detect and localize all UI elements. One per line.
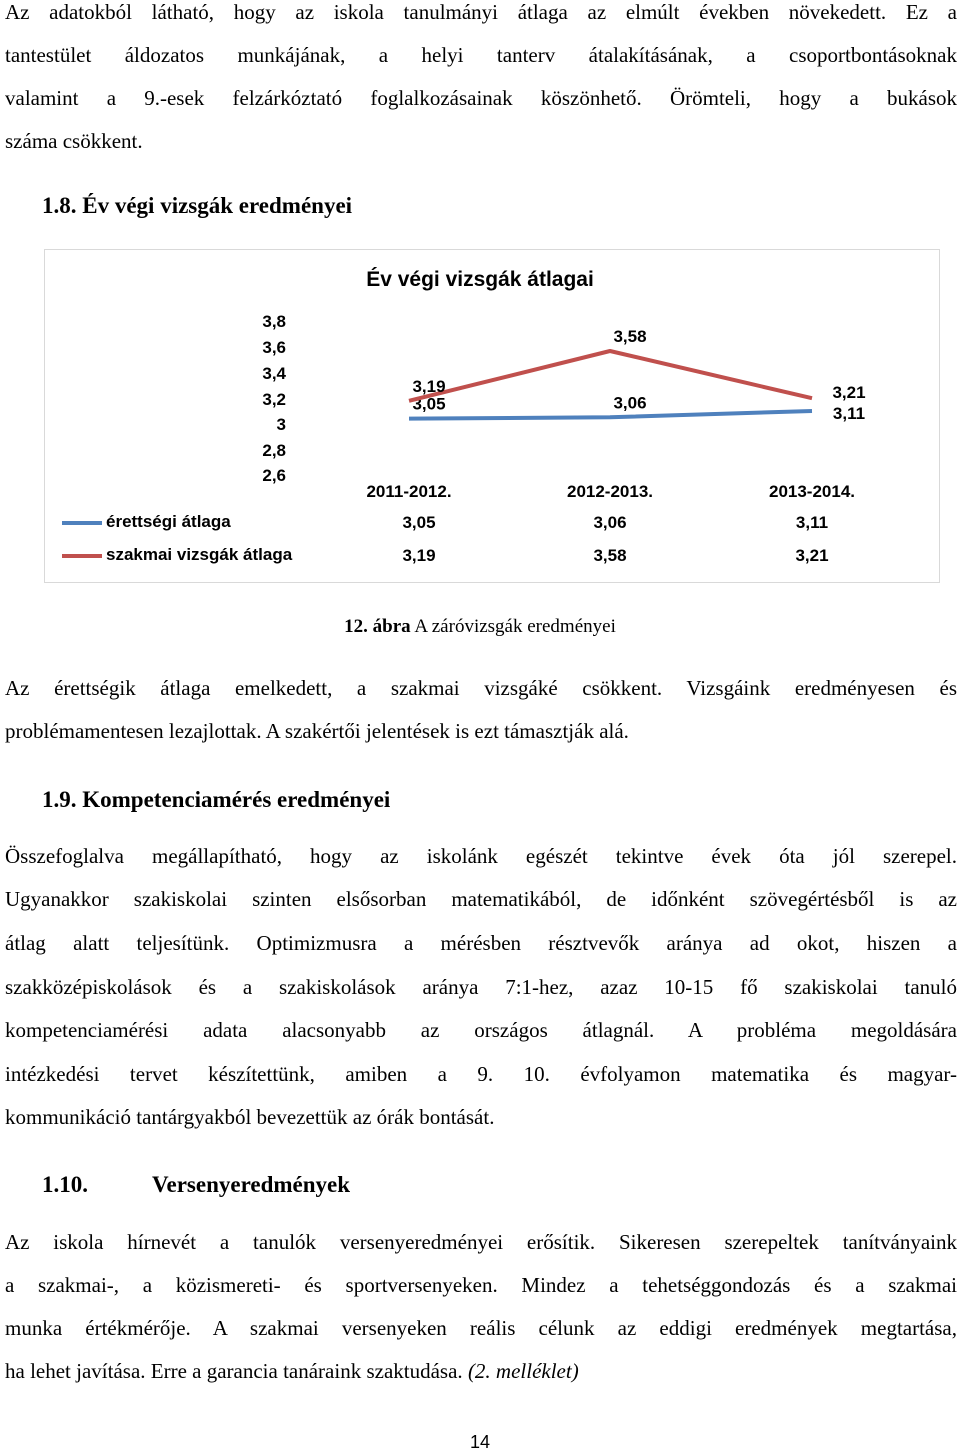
contest-line-4-text: ha lehet javítása. Erre a garancia tanáraink szaktudása. (5, 1359, 463, 1383)
intro-line-1: Az adatokból látható, hogy az iskola tanulmányi átlaga az elmúlt években növekedett. Ez a (5, 0, 957, 24)
legend-label-szakmai: szakmai vizsgák átlaga (106, 545, 293, 564)
legend-label-erettsegi: érettségi átlaga (106, 512, 231, 531)
table-cell: 3,06 (593, 513, 627, 532)
intro-line-3: valamint a 9.-esek felzárkóztató foglalkozásainak köszönhető. Örömteli, hogy a bukások (5, 86, 957, 110)
data-label: 3,11 (832, 403, 866, 423)
table-cell: 3,21 (795, 546, 829, 565)
series-line (409, 351, 812, 401)
competence-line-1: Összefoglalva megállapítható, hogy az iskolánk egészét tekintve évek óta jól szerepel. (5, 844, 957, 868)
after-chart-line-1: Az érettségik átlaga emelkedett, a szakmai vizsgáké csökkent. Vizsgáink eredményesen és (5, 676, 957, 700)
data-label: 3,05 (412, 394, 446, 414)
competence-line-5: kompetenciamérési adata alacsonyabb az országos átlagnál. A probléma megoldására (5, 1018, 957, 1042)
contest-line-2: a szakmai-, a közismereti- és sportversenyeken. Mindez a tehetséggondozás és a szakmai (5, 1273, 957, 1297)
competence-line-2: Ugyanakkor szakiskolai szinten elsősorban matematikából, de időnként szövegértésből is az (5, 887, 957, 911)
appendix-reference: (2. melléklet) (467, 1359, 579, 1383)
table-cell: 3,05 (402, 513, 436, 532)
competence-line-6: intézkedési tervet készítettünk, amiben a 9. 10. évfolyamon matematika és magyar- (5, 1062, 957, 1086)
contest-line-1: Az iskola hírnevét a tanulók versenyeredményei erősítik. Sikeresen szerepeltek tanítványaink (5, 1230, 957, 1254)
figure-caption (0, 616, 960, 638)
chart-title: Év végi vizsgák átlagai (366, 268, 594, 291)
contest-line-3: munka értékmérője. A szakmai versenyeken reális célunk az eddigi eredmények megtartása, (5, 1316, 957, 1340)
after-chart-line-2: problémamentesen lezajlottak. A szakértői jelentések is ezt támasztják alá. (5, 719, 629, 743)
y-tick-label: 2,6 (262, 466, 286, 485)
section-number: 1.10. (42, 1172, 88, 1197)
y-tick-label: 2,8 (262, 441, 286, 460)
data-label: 3,58 (613, 327, 647, 347)
line-chart-plot (0, 0, 960, 600)
competence-line-3: átlag alatt teljesítünk. Optimizmusra a mérésben résztvevők aránya ad okot, hiszen a (5, 931, 957, 955)
legend-key-erettsegi (62, 519, 102, 527)
intro-line-4: száma csökkent. (5, 129, 143, 153)
y-tick-label: 3,2 (262, 390, 286, 409)
section-title: Év végi vizsgák eredményei (82, 193, 353, 218)
table-cell: 3,19 (402, 546, 436, 565)
section-number: 1.8. (42, 193, 77, 218)
competence-line-4: szakközépiskolások és a szakiskolások aránya 7:1-hez, azaz 10-15 fő szakiskolai tanuló (5, 975, 957, 999)
table-cell: 3,58 (593, 546, 627, 565)
y-tick-label: 3,4 (262, 364, 286, 383)
legend-key-szakmai (62, 552, 102, 560)
figure-caption-text: A záróvizsgák eredményei (410, 616, 616, 637)
data-label: 3,06 (613, 393, 647, 413)
section-title: Versenyeredmények (152, 1172, 351, 1197)
y-tick-label: 3,8 (262, 312, 286, 331)
x-category-label: 2013-2014. (768, 482, 856, 501)
section-heading-1-9 (42, 787, 390, 813)
page-number: 14 (469, 1432, 491, 1452)
section-heading-1-10 (42, 1172, 88, 1198)
x-category-label: 2012-2013. (566, 482, 654, 501)
intro-line-2: tantestület áldozatos munkájának, a helyi tanterv átalakításának, a csoportbontásoknak (5, 43, 957, 67)
data-label: 3,19 (412, 376, 446, 396)
competence-line-7: kommunikáció tantárgyakból bevezettük az órák bontását. (5, 1105, 495, 1129)
figure-label: 12. ábra (344, 616, 411, 637)
section-number: 1.9. (42, 787, 77, 812)
y-tick-label: 3,6 (262, 338, 286, 357)
series-line (409, 411, 812, 419)
section-title: Kompetenciamérés eredményei (82, 787, 391, 812)
y-tick-label: 3 (276, 415, 286, 434)
section-heading-1-10-title (152, 1172, 350, 1198)
contest-line-4 (5, 1359, 957, 1384)
table-cell: 3,11 (795, 513, 829, 532)
x-category-label: 2011-2012. (366, 482, 452, 501)
data-label: 3,21 (832, 383, 866, 403)
